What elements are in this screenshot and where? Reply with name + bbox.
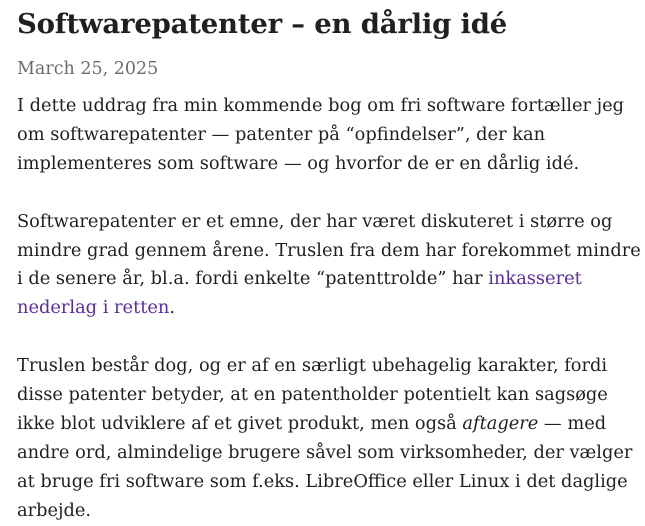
paragraph-2: [17, 208, 641, 324]
blog-post: [17, 0, 641, 526]
lost-cases-link[interactable]: inkasseret nederlag i retten: [17, 268, 582, 319]
paragraph-2-end: .: [169, 297, 175, 319]
intro-paragraph: I dette uddrag fra min kommende bog om fri software fortæller jeg om softwarepatenter — patenter på “opfindelser”, der kan implementeres som software — og hvorfor de er en dårlig idé.: [17, 95, 625, 174]
post-date: March 25, 2025: [17, 59, 159, 79]
paragraph-3: [17, 352, 641, 525]
paragraph-2-text: Softwarepatenter er et emne, der har været diskuteret i større og mindre grad gennem årene. Truslen fra dem har forekommet mindre i de senere år, bl.a. fordi enkelte “patenttrolde” har: [17, 210, 641, 290]
paragraph-3-end: — med andre ord, almindelige brugere såvel som virksomheder, der vælger at bruge fri software som f.eks. LibreOffice eller Linux i det daglige arbejde.: [17, 412, 633, 521]
paragraph-3-text: Truslen består dog, og er af en særligt ubehagelig karakter, fordi disse patenter betyder, at en patentholder potentielt kan sagsøge ikke blot udviklere af et givet produkt, men også: [17, 355, 608, 434]
post-title: Softwarepatenter – en dårlig idé: [17, 8, 508, 40]
emphasis-aftagere: aftagere: [462, 412, 539, 434]
